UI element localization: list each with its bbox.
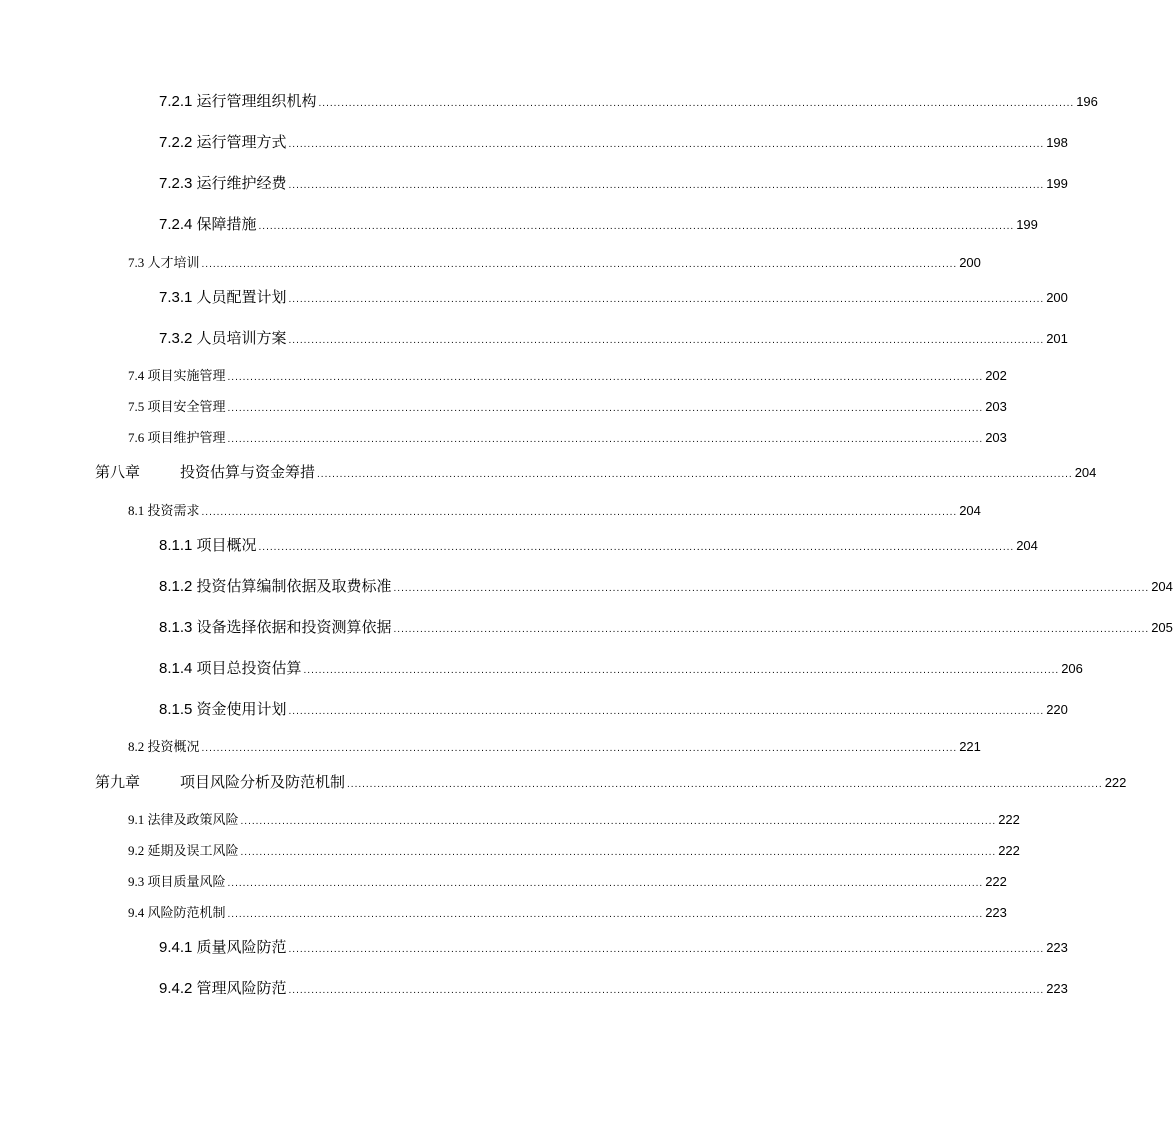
toc-entry-page: 222 (998, 843, 1020, 858)
toc-entry-page: 222 (1104, 775, 1127, 790)
toc-entry-title: 7.2.4 保障措施 (159, 216, 257, 233)
toc-entry[interactable] (128, 501, 981, 523)
toc-entry-title: 9.1 法律及政策风险 (128, 812, 239, 827)
toc-entry-page: 203 (985, 399, 1007, 414)
toc-entry-title: 9.4.1 质量风险防范 (159, 939, 287, 956)
chapter-title: 项目风险分析及防范机制 (180, 774, 346, 791)
dot-leader: ........................................................................................................................................................................................................ (227, 434, 984, 445)
dot-leader: ........................................................................................................................................................................................................ (201, 743, 958, 754)
toc-entry-page: 206 (1061, 661, 1083, 676)
dot-leader: ........................................................................................................................................................................................................ (303, 665, 1060, 676)
toc-entry-page: 204 (1016, 538, 1038, 553)
toc-entry-title: 9.3 项目质量风险 (128, 874, 226, 889)
dot-leader: ........................................................................................................................................................................................................ (201, 507, 958, 518)
toc-entry-title: 8.1.1 项目概况 (159, 537, 257, 554)
dot-leader: ........................................................................................................................................................................................................ (288, 139, 1045, 150)
chapter-number: 第九章 (95, 774, 141, 791)
dot-leader: ........................................................................................................................................................................................................ (240, 847, 997, 858)
toc-entry-title: 7.2.1 运行管理组织机构 (159, 93, 317, 110)
toc-entry-page: 205 (1151, 620, 1173, 635)
toc-entry-page: 202 (985, 368, 1007, 383)
toc-entry-page: 200 (1046, 290, 1068, 305)
toc-entry[interactable] (128, 810, 1020, 832)
toc-entry[interactable] (128, 903, 1007, 925)
toc-entry-page: 199 (1046, 176, 1068, 191)
dot-leader: ........................................................................................................................................................................................................ (258, 542, 1015, 553)
toc-entry-title: 7.2.2 运行管理方式 (159, 134, 287, 151)
toc-entry-page: 223 (1046, 981, 1068, 996)
toc-entry-title: 8.1.3 设备选择依据和投资测算依据 (159, 619, 392, 636)
toc-entry-page: 222 (998, 812, 1020, 827)
toc-entry[interactable] (128, 253, 981, 275)
toc-entry[interactable] (159, 133, 1068, 155)
dot-leader: ........................................................................................................................................................................................................ (258, 221, 1015, 232)
toc-entry-title: 8.1.5 资金使用计划 (159, 701, 287, 718)
dot-leader: ........................................................................................................................................................................................................ (288, 985, 1045, 996)
chapter-number: 第八章 (95, 464, 141, 481)
toc-entry[interactable] (128, 737, 981, 759)
toc-entry-page: 204 (1151, 579, 1173, 594)
dot-leader: ........................................................................................................................................................................................................ (288, 335, 1045, 346)
dot-leader: ........................................................................................................................................................................................................ (201, 259, 958, 270)
toc-entry[interactable] (128, 397, 1007, 419)
toc-chapter-entry[interactable] (95, 463, 1097, 485)
toc-entry[interactable] (159, 92, 1098, 114)
toc-entry-page: 204 (959, 503, 981, 518)
toc-entry-page: 223 (1046, 940, 1068, 955)
toc-entry-title: 7.4 项目实施管理 (128, 368, 226, 383)
toc-entry-title: 8.1 投资需求 (128, 503, 200, 518)
toc-entry-title: 7.5 项目安全管理 (128, 399, 226, 414)
dot-leader: ........................................................................................................................................................................................................ (317, 469, 1073, 480)
toc-entry-title: 9.4.2 管理风险防范 (159, 980, 287, 997)
toc-entry[interactable] (159, 979, 1068, 1001)
toc-entry[interactable] (128, 872, 1007, 894)
dot-leader: ........................................................................................................................................................................................................ (227, 878, 984, 889)
toc-entry-page: 204 (1074, 465, 1097, 480)
toc-entry-title: 8.1.2 投资估算编制依据及取费标准 (159, 578, 392, 595)
toc-entry-page: 203 (985, 430, 1007, 445)
dot-leader: ........................................................................................................................................................................................................ (240, 816, 997, 827)
toc-entry[interactable] (128, 366, 1007, 388)
dot-leader: ........................................................................................................................................................................................................ (393, 624, 1150, 635)
toc-entry-title (95, 773, 345, 793)
dot-leader: ........................................................................................................................................................................................................ (227, 403, 984, 414)
dot-leader: ........................................................................................................................................................................................................ (288, 944, 1045, 955)
toc-entry-page: 220 (1046, 702, 1068, 717)
toc-entry-page: 200 (959, 255, 981, 270)
toc-entry[interactable] (159, 700, 1068, 722)
chapter-title: 投资估算与资金筹措 (180, 464, 316, 481)
toc-entry[interactable] (128, 428, 1007, 450)
dot-leader: ........................................................................................................................................................................................................ (227, 909, 984, 920)
toc-chapter-entry[interactable] (95, 773, 1127, 795)
toc-entry-title: 9.2 延期及误工风险 (128, 843, 239, 858)
toc-entry[interactable] (159, 288, 1068, 310)
toc-entry-title: 7.3.1 人员配置计划 (159, 289, 287, 306)
toc-entry-title: 8.1.4 项目总投资估算 (159, 660, 302, 677)
dot-leader: ........................................................................................................................................................................................................ (393, 583, 1150, 594)
toc-entry[interactable] (159, 329, 1068, 351)
toc-entry[interactable] (159, 618, 1173, 640)
toc-entry-page: 222 (985, 874, 1007, 889)
dot-leader: ........................................................................................................................................................................................................ (227, 372, 984, 383)
toc-entry-page: 199 (1016, 217, 1038, 232)
toc-entry[interactable] (159, 215, 1038, 237)
dot-leader: ........................................................................................................................................................................................................ (347, 779, 1103, 790)
toc-entry[interactable] (159, 577, 1173, 599)
toc-entry-title: 7.2.3 运行维护经费 (159, 175, 287, 192)
toc-entry-title: 7.3.2 人员培训方案 (159, 330, 287, 347)
toc-entry[interactable] (128, 841, 1020, 863)
toc-entry[interactable] (159, 938, 1068, 960)
toc-entry[interactable] (159, 174, 1068, 196)
toc-entry-title: 7.3 人才培训 (128, 255, 200, 270)
dot-leader: ........................................................................................................................................................................................................ (318, 98, 1075, 109)
dot-leader: ........................................................................................................................................................................................................ (288, 706, 1045, 717)
dot-leader: ........................................................................................................................................................................................................ (288, 180, 1045, 191)
toc-entry-title: 7.6 项目维护管理 (128, 430, 226, 445)
toc-entry-page: 196 (1076, 94, 1098, 109)
toc-entry-title: 8.2 投资概况 (128, 739, 200, 754)
toc-entry[interactable] (159, 536, 1038, 558)
toc-entry[interactable] (159, 659, 1083, 681)
toc-entry-page: 221 (959, 739, 981, 754)
toc-entry-page: 198 (1046, 135, 1068, 150)
toc-entry-page: 223 (985, 905, 1007, 920)
toc-entry-title (95, 463, 315, 483)
dot-leader: ........................................................................................................................................................................................................ (288, 294, 1045, 305)
toc-entry-page: 201 (1046, 331, 1068, 346)
toc-entry-title: 9.4 风险防范机制 (128, 905, 226, 920)
